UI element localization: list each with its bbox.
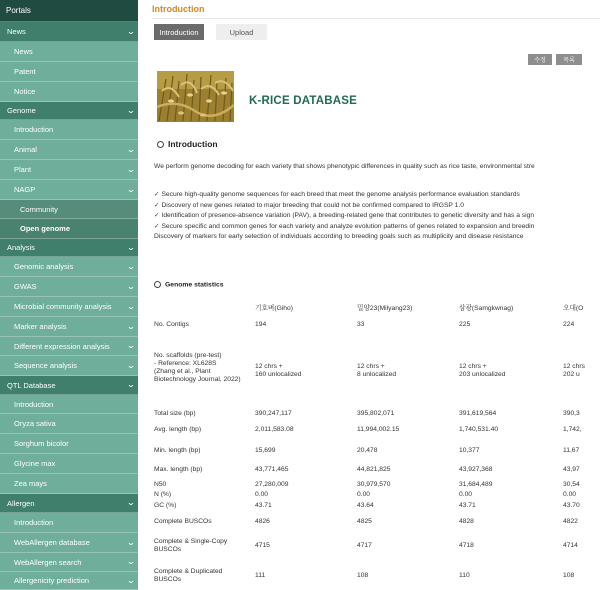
sidebar-nav: [0, 0, 138, 590]
sidebar-item-news[interactable]: [0, 42, 138, 62]
rice-field-image: [157, 71, 234, 122]
table-cell: 110: [459, 572, 470, 579]
sidebar-section-label: Allergen: [7, 498, 35, 508]
table-cell: 1,740,531.40: [459, 426, 499, 433]
table-cell: 43.71: [255, 502, 272, 509]
database-title: K-RICE DATABASE: [249, 95, 357, 107]
sidebar-subitem-label: Open genome: [20, 224, 71, 233]
bullet-item: ✓ Secure specific and common genes for each variety and analyze evolution patterns of genes related to expansion and breedin: [154, 222, 535, 230]
table-cell: 4826: [255, 518, 270, 525]
sidebar-item-label: WebAllergen database: [14, 538, 90, 547]
table-cell: 390,3: [563, 410, 580, 417]
table-cell: 0.00: [459, 491, 473, 498]
row-label: [154, 538, 227, 554]
cell-line: 12 chrs +: [459, 363, 487, 370]
column-header: 밀양23(Milyang23): [357, 305, 413, 312]
row-label: Max. length (bp): [154, 466, 203, 473]
chevron-down-icon: ⌄: [126, 261, 136, 271]
radio-bullet-icon: [157, 141, 164, 148]
sidebar-item-different-expression-analysis[interactable]: [0, 337, 138, 356]
sidebar-item-genomic-analysis[interactable]: [0, 257, 138, 277]
sidebar-item-label: Sequence analysis: [14, 361, 77, 370]
table-cell: 11,67: [563, 447, 580, 454]
chevron-down-icon: ⌄: [126, 321, 136, 331]
table-cell: 4717: [357, 542, 372, 549]
introduction-bullet-list: [154, 190, 534, 243]
sidebar-item-glycine-max[interactable]: [0, 454, 138, 474]
chevron-down-icon: ⌄: [126, 26, 136, 36]
rice-photo-illustration: [157, 71, 234, 122]
page-title: Introduction: [152, 4, 205, 14]
bullet-item: ✓ Discovery of new genes related to major breeding that could not be confirmed compared to IRGSP 1.0: [154, 201, 464, 209]
sidebar-item-label: Different expression analysis: [14, 341, 110, 351]
cell-line: 203 unlocalized: [459, 371, 506, 378]
table-cell: 395,802,071: [357, 410, 395, 417]
chevron-down-icon: ⌄: [126, 144, 136, 154]
chevron-down-icon: ⌄: [126, 105, 136, 115]
table-cell: 4718: [459, 542, 474, 549]
table-cell: [255, 363, 301, 379]
genome-statistics-heading: [154, 281, 224, 288]
tab-introduction[interactable]: Introduction: [154, 24, 204, 40]
cell-line: 8 unlocalized: [357, 371, 397, 378]
sidebar-section-allergen[interactable]: [0, 494, 138, 513]
chevron-down-icon: ⌄: [126, 281, 136, 291]
row-label-line: No. scaffolds (pre-test): [154, 352, 222, 359]
sidebar-item-label: Introduction: [14, 125, 54, 134]
table-cell: 4715: [255, 542, 270, 549]
cell-line: 202 u: [563, 371, 580, 378]
table-cell: 111: [255, 572, 266, 579]
sidebar-item-gwas[interactable]: [0, 277, 138, 297]
sidebar-item-sorghum-bicolor[interactable]: [0, 434, 138, 454]
chevron-down-icon: ⌄: [126, 184, 136, 194]
list-button[interactable]: 목록: [556, 54, 582, 65]
table-cell: 15,699: [255, 447, 276, 454]
genome-statistics-heading-text: Genome statistics: [165, 281, 224, 289]
sidebar-item-allergen-introduction[interactable]: [0, 513, 138, 533]
sidebar-section-label: Analysis: [7, 243, 35, 252]
sidebar-item-label: GWAS: [14, 282, 37, 291]
row-label-line: - Reference: XL628S: [154, 360, 217, 367]
sidebar-section-label: News: [7, 27, 26, 36]
table-cell: 0.00: [563, 491, 577, 498]
table-cell: 43.70: [563, 502, 580, 509]
chevron-down-icon: ⌄: [126, 537, 136, 547]
sidebar-portals-label: Portals: [6, 6, 31, 15]
sidebar-section-qtl-database[interactable]: [0, 376, 138, 395]
table-cell: 33: [357, 321, 365, 328]
table-cell: 194: [255, 321, 267, 328]
cell-line: 12 chrs: [563, 363, 585, 370]
sidebar-item-label: Patent: [14, 67, 36, 76]
sidebar-item-label: Glycine max: [14, 459, 56, 468]
table-cell: 43.71: [459, 502, 476, 509]
sidebar-item-oryza-sativa[interactable]: [0, 414, 138, 434]
table-cell: 391,619,564: [459, 410, 497, 417]
sidebar-item-genome-introduction[interactable]: [0, 120, 138, 140]
sidebar-item-notice[interactable]: [0, 82, 138, 102]
table-cell: 43,927,368: [459, 466, 493, 473]
sidebar-item-label: Introduction: [14, 399, 54, 409]
column-header: 삼광(Samgkwnag): [459, 305, 514, 312]
table-cell: 1,742,: [563, 426, 582, 433]
table-cell: 30,54: [563, 481, 580, 488]
sidebar-section-label: Genome: [7, 106, 36, 115]
sidebar-item-label: News: [14, 47, 33, 56]
chevron-down-icon: ⌄: [126, 380, 136, 389]
table-cell: 44,821,825: [357, 466, 391, 473]
sidebar-item-label: Plant: [14, 165, 32, 174]
row-label: Total size (bp): [154, 410, 196, 417]
table-cell: 27,280,009: [255, 481, 289, 488]
table-cell: 4714: [563, 542, 578, 549]
row-label-line: Biotechnology Journal, 2022): [154, 376, 241, 383]
sidebar-item-label: NAGP: [14, 185, 36, 194]
table-cell: 108: [357, 572, 369, 579]
row-label-line: Complete & Single-Copy: [154, 538, 228, 545]
table-cell: 11,994,002.15: [357, 426, 400, 433]
row-label: Complete BUSCOs: [154, 518, 212, 525]
sidebar-item-label: Microbial community analysis: [14, 302, 112, 311]
sidebar-subitem-open-genome[interactable]: [0, 219, 138, 239]
sidebar-item-label: Marker analysis: [14, 322, 67, 331]
edit-button[interactable]: 수정: [528, 54, 552, 65]
sidebar-item-label: Animal: [14, 145, 37, 154]
table-cell: 0.00: [357, 491, 371, 498]
row-label: No. Contigs: [154, 321, 189, 328]
chevron-down-icon: ⌄: [126, 575, 136, 585]
sidebar-item-label: Allergenicity prediction: [14, 576, 90, 585]
sidebar-item-allergenicity-prediction[interactable]: [0, 572, 138, 590]
sidebar-item-microbial-community-analysis[interactable]: [0, 297, 138, 317]
table-cell: [563, 363, 585, 379]
bullet-item: ✓ Secure high-quality genome sequences for each breed that meet the genome analysis performance evaluation standards: [154, 191, 520, 198]
sidebar-item-label: Introduction: [14, 518, 54, 527]
row-label: Min. length (bp): [154, 447, 201, 454]
column-header: 기호벼(Giho): [255, 305, 293, 312]
table-cell: 43,97: [563, 466, 580, 473]
table-cell: [459, 363, 505, 379]
chevron-down-icon: ⌄: [126, 341, 136, 350]
sidebar-item-animal[interactable]: [0, 140, 138, 160]
table-cell: 30,979,570: [357, 481, 391, 488]
table-cell: 224: [563, 321, 575, 328]
sidebar-subitem-community[interactable]: [0, 200, 138, 219]
table-cell: 108: [563, 572, 575, 579]
table-cell: 43.64: [357, 502, 374, 509]
row-label-line: (Zhang et al., Plant: [154, 368, 211, 375]
row-label: [154, 568, 222, 584]
sidebar-item-qtl-introduction[interactable]: [0, 395, 138, 414]
table-cell: 4825: [357, 518, 372, 525]
table-cell: [357, 363, 396, 379]
table-cell: 225: [459, 321, 471, 328]
sidebar-portals[interactable]: [0, 0, 138, 22]
sidebar-item-weballergen-database[interactable]: [0, 533, 138, 553]
table-cell: 10,377: [459, 447, 480, 454]
sidebar-subitem-label: Community: [20, 204, 58, 214]
chevron-down-icon: ⌄: [126, 301, 136, 311]
cell-line: 160 unlocalized: [255, 371, 302, 378]
row-label: GC (%): [154, 502, 177, 509]
tab-upload[interactable]: Upload: [216, 24, 267, 40]
title-divider: [152, 18, 600, 19]
sidebar-item-nagp[interactable]: [0, 180, 138, 200]
table-cell: 4828: [459, 518, 474, 525]
bullet-item: Discovery of markers for early selection of individuals according to breeding goals such as multiplicity and disease resistance: [154, 233, 524, 240]
table-cell: 390,247,117: [255, 410, 292, 417]
table-cell: 0.00: [255, 491, 269, 498]
sidebar-section-label: QTL Database: [7, 380, 56, 390]
sidebar-item-weballergen-search[interactable]: [0, 553, 138, 572]
chevron-down-icon: ⌄: [126, 557, 136, 566]
sidebar-item-label: WebAllergen search: [14, 557, 82, 567]
sidebar-item-label: Zea mays: [14, 479, 47, 488]
chevron-down-icon: ⌄: [126, 164, 136, 174]
chevron-down-icon: ⌄: [126, 242, 136, 252]
column-header: 오대(O: [563, 305, 584, 312]
sidebar-section-genome[interactable]: [0, 102, 138, 120]
table-cell: 2,011,583.08: [255, 426, 294, 433]
sidebar-item-zea-mays[interactable]: [0, 474, 138, 494]
introduction-paragraph: We perform genome decoding for each variety that shows phenotypic differences in quality such as rice taste, environmental stre: [154, 163, 535, 170]
sidebar-item-label: Sorghum bicolor: [14, 439, 69, 448]
sidebar-section-analysis[interactable]: [0, 239, 138, 257]
sidebar-item-marker-analysis[interactable]: [0, 317, 138, 337]
table-cell: 4822: [563, 518, 578, 525]
radio-bullet-icon: [154, 281, 161, 288]
row-label: N50: [154, 481, 167, 488]
chevron-down-icon: ⌄: [126, 360, 136, 370]
cell-line: 12 chrs +: [255, 363, 283, 370]
introduction-heading: [157, 139, 218, 149]
sidebar-item-sequence-analysis[interactable]: [0, 356, 138, 376]
bullet-item: ✓ Identification of presence-absence variation (PAV), a breeding-related gene that contributes to genetic diversity and has a sign: [154, 212, 535, 219]
row-label: Avg. length (bp): [154, 426, 202, 433]
sidebar-section-news[interactable]: [0, 22, 138, 42]
cell-line: 12 chrs +: [357, 363, 385, 370]
row-label-line: Complete & Duplicated: [154, 568, 223, 575]
row-label: N (%): [154, 491, 172, 498]
sidebar-item-plant[interactable]: [0, 160, 138, 180]
sidebar-item-label: Oryza sativa: [14, 419, 56, 428]
row-label-line: BUSCOs: [154, 546, 182, 553]
row-label: [154, 352, 241, 384]
sidebar-item-label: Genomic analysis: [14, 262, 74, 271]
table-cell: 31,684,489: [459, 481, 493, 488]
table-cell: 43,771,465: [255, 466, 289, 473]
table-cell: 20,478: [357, 447, 378, 454]
introduction-heading-text: Introduction: [168, 139, 218, 149]
sidebar-item-patent[interactable]: [0, 62, 138, 82]
sidebar-item-label: Notice: [14, 87, 36, 96]
row-label-line: BUSCOs: [154, 576, 182, 583]
chevron-down-icon: ⌄: [126, 498, 136, 507]
